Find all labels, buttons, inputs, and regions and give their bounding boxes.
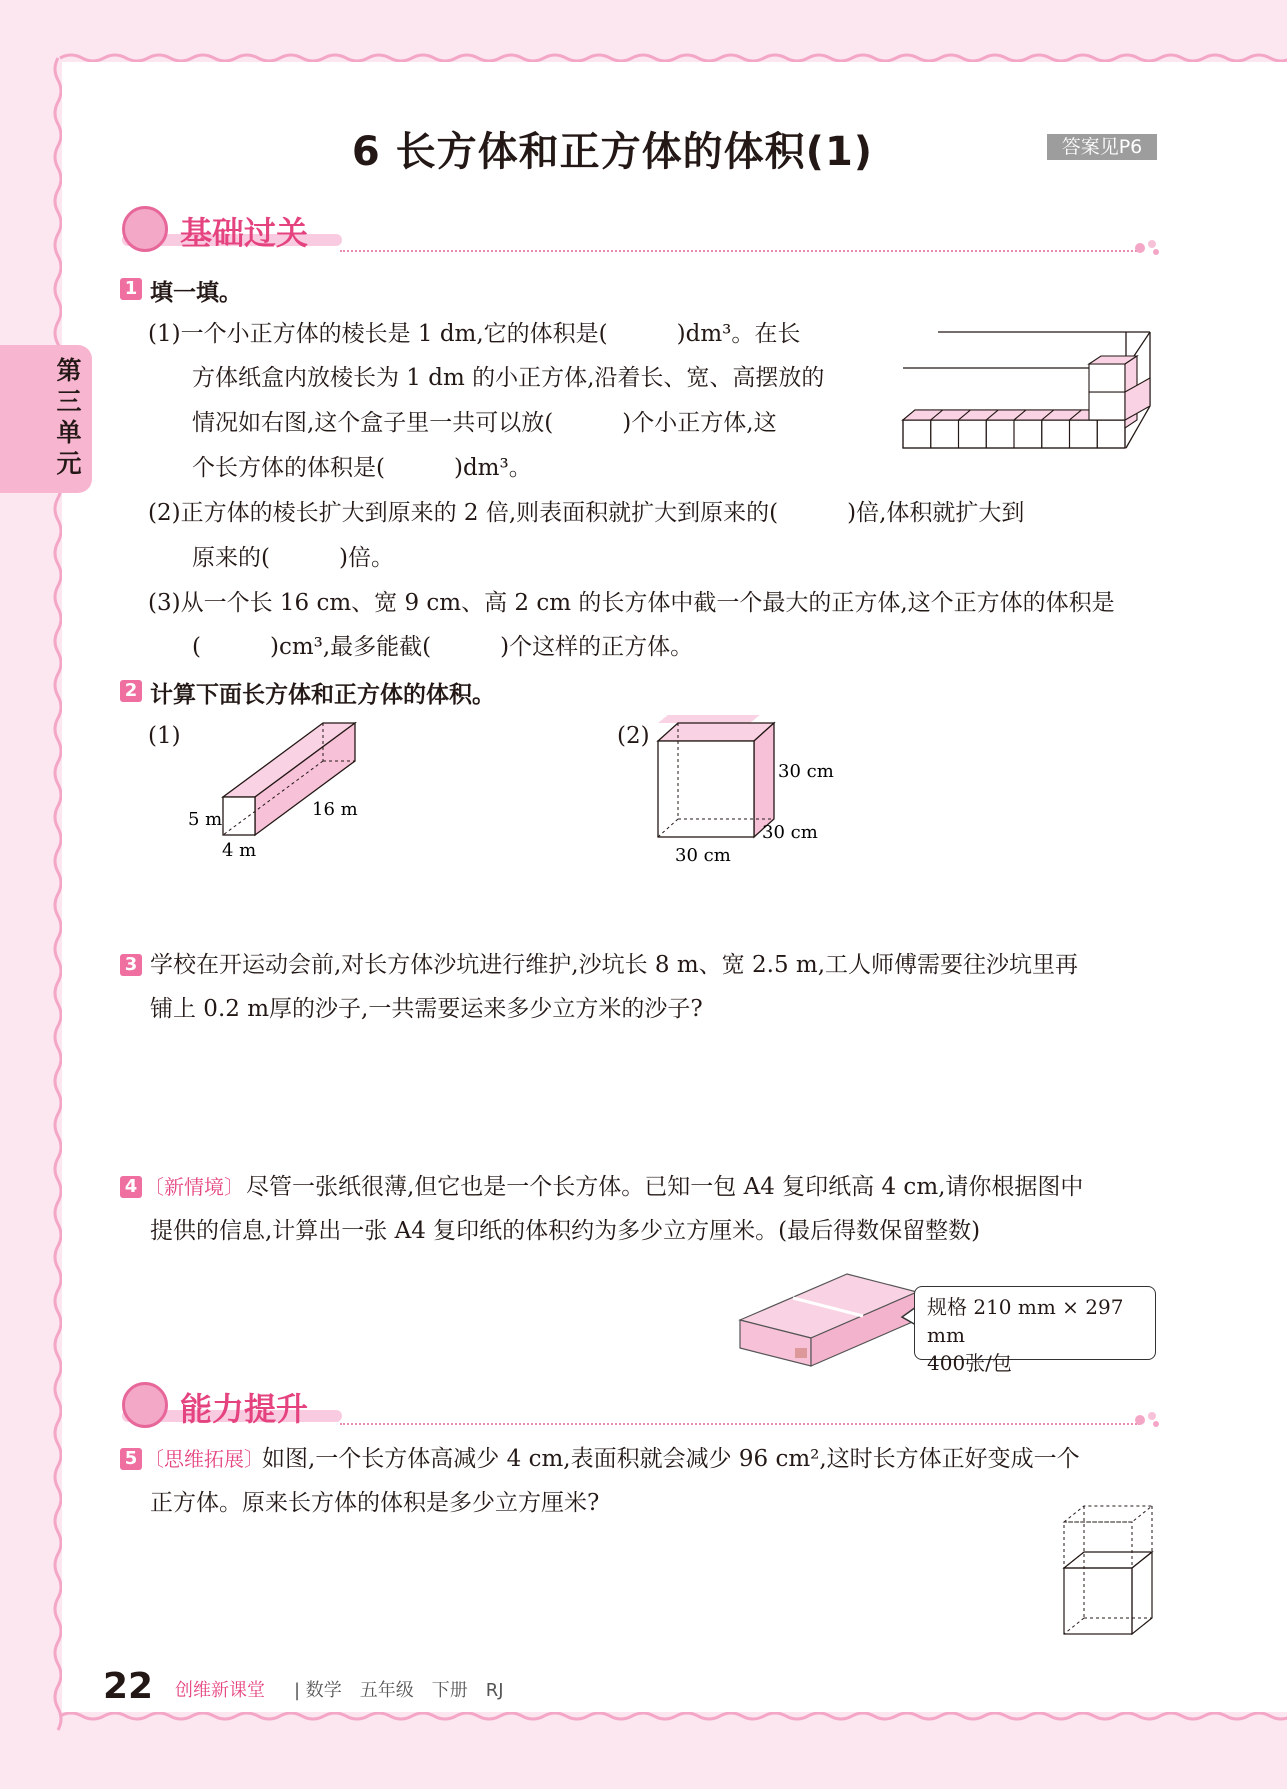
page-title: 6 长方体和正方体的体积(1): [351, 129, 874, 175]
fig2-height-label: 30 cm: [778, 761, 834, 782]
cartoon-face-icon: [122, 206, 168, 252]
brand-name: 创维新课堂: [175, 1680, 265, 1701]
q4-tag: 〔新情境〕: [144, 1175, 244, 1199]
q1-part1-line3: 情况如右图,这个盒子里一共可以放( )个小正方体,这: [192, 410, 777, 436]
package-size-text: 规格 210 mm × 297 mm: [927, 1295, 1124, 1347]
fig1-height-label: 5 m: [188, 809, 223, 830]
q5-line2: 正方体。原来长方体的体积是多少立方厘米?: [150, 1490, 600, 1516]
section-title-advanced: 能力提升: [180, 1390, 309, 1428]
question-number: 2: [120, 680, 142, 702]
book-info: | 数学 五年级 下册 RJ: [294, 1680, 504, 1701]
question-number: 4: [120, 1176, 142, 1198]
q1-part2-line2: 原来的( )倍。: [192, 545, 394, 571]
cuboid-figure-1: [180, 715, 380, 865]
q4-line1: 尽管一张纸很薄,但它也是一个长方体。已知一包 A4 复印纸高 4 cm,请你根据图中: [246, 1174, 1084, 1200]
fig2-depth-label: 30 cm: [762, 822, 818, 843]
q1-part1-line4: 个长方体的体积是( )dm³。: [192, 455, 532, 481]
unit-side-label: 第三单元: [56, 356, 82, 478]
fig1-label: (1): [148, 723, 181, 749]
q3-line2: 铺上 0.2 m厚的沙子,一共需要运来多少立方米的沙子?: [150, 996, 703, 1022]
q3-line1: 学校在开运动会前,对长方体沙坑进行维护,沙坑长 8 m、宽 2.5 m,工人师傅需要往沙坑里再: [150, 952, 1079, 978]
question-number: 5: [120, 1448, 142, 1470]
q1-part1-line1: (1)一个小正方体的棱长是 1 dm,它的体积是( )dm³。在长: [148, 321, 801, 347]
stacked-cuboid-figure: [1058, 1500, 1158, 1640]
paper-package-figure: [735, 1268, 925, 1368]
q1-part1-line2: 方体纸盒内放棱长为 1 dm 的小正方体,沿着长、宽、高摆放的: [192, 365, 825, 391]
fig1-length-label: 16 m: [312, 799, 358, 820]
page-number: 22: [103, 1666, 154, 1707]
question-number: 1: [120, 278, 142, 300]
package-count-text: 400张/包: [927, 1351, 1012, 1375]
cube-figure-2: [650, 715, 850, 875]
package-info-callout: [914, 1286, 1156, 1375]
q1-part3-line2: ( )cm³,最多能截( )个这样的正方体。: [192, 634, 694, 660]
question-title: 填一填。: [150, 280, 242, 306]
fig2-label: (2): [617, 723, 650, 749]
q1-part2-line1: (2)正方体的棱长扩大到原来的 2 倍,则表面积就扩大到原来的( )倍,体积就扩大到: [148, 500, 1025, 526]
cartoon-face-icon: [122, 1382, 168, 1428]
section-divider: [340, 1423, 1140, 1425]
dots-icon: [1132, 234, 1162, 256]
box-with-cubes-figure: [895, 320, 1157, 460]
q4-line2: 提供的信息,计算出一张 A4 复印纸的体积约为多少立方厘米。(最后得数保留整数): [150, 1218, 981, 1244]
fig1-width-label: 4 m: [222, 840, 257, 861]
fig2-width-label: 30 cm: [675, 845, 731, 866]
section-divider: [340, 250, 1140, 252]
question-number: 3: [120, 954, 142, 976]
q1-part3-line1: (3)从一个长 16 cm、宽 9 cm、高 2 cm 的长方体中截一个最大的正方体,这个正方体的体积是: [148, 590, 1115, 616]
q5-tag: 〔思维拓展〕: [144, 1447, 264, 1471]
section-title-basic: 基础过关: [180, 214, 309, 252]
dots-icon: [1132, 1406, 1162, 1428]
answer-reference-badge: 答案见P6: [1047, 134, 1157, 160]
q5-line1: 如图,一个长方体高减少 4 cm,表面积就会减少 96 cm²,这时长方体正好变成一个: [262, 1446, 1080, 1472]
question-title: 计算下面长方体和正方体的体积。: [150, 682, 495, 708]
